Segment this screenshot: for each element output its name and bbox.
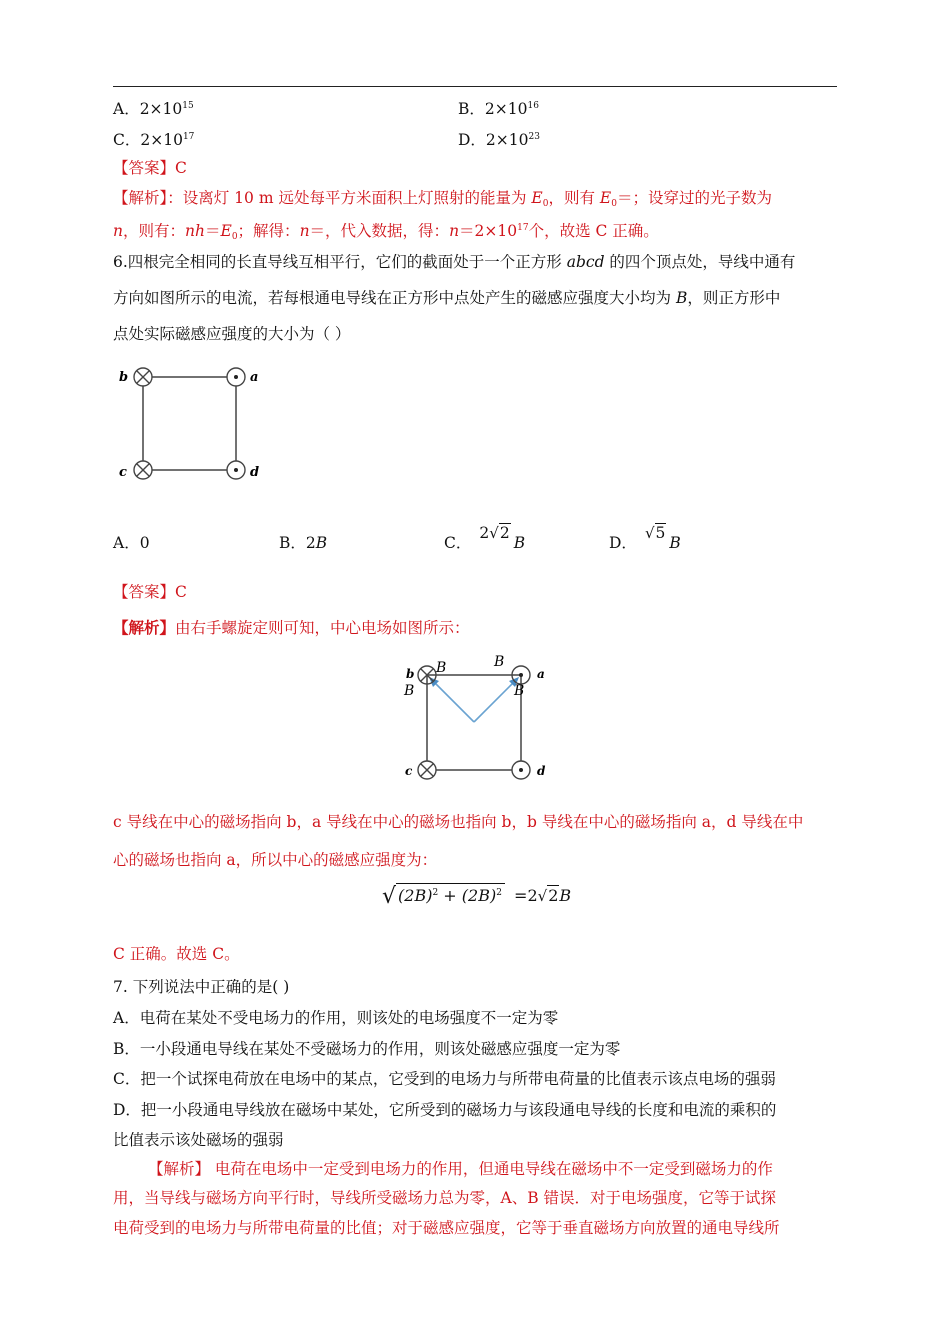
label-B-right: B bbox=[514, 683, 525, 699]
label-a2: a bbox=[537, 667, 545, 681]
q6-stem-line3: 点处实际磁感应强度的大小为（ ） bbox=[113, 325, 351, 343]
label-d: d bbox=[250, 465, 260, 480]
label-c: c bbox=[119, 465, 127, 480]
q7-analysis-line3: 电荷受到的电场力与所带电荷量的比值；对于磁感应强度，它等于垂直磁场方向放置的通电导线所 bbox=[113, 1219, 780, 1237]
q6-square-figure bbox=[112, 360, 272, 490]
q7-option-d-line2: 比值表示该处磁场的强弱 bbox=[113, 1131, 284, 1149]
q6-option-b: B．2B bbox=[279, 534, 328, 552]
q5-analysis-line2: n，则有：$nh=E_0$；解得：n＝，代入数据，得：$n=2\times 10^{17}$个，故选 C 正确。 bbox=[113, 222, 659, 242]
q6-field-figure bbox=[396, 650, 556, 780]
q7-analysis-line2: 用，当导线与磁场方向平行时，导线所受磁场力总为零，A、B 错误．对于电场强度，它等于试探 bbox=[113, 1189, 777, 1207]
q6-analysis: 【解析】由右手螺旋定则可知，中心电场如图所示： bbox=[113, 618, 470, 637]
q7-option-a: A．电荷在某处不受电场力的作用，则该处的电场强度不一定为零 bbox=[113, 1009, 559, 1027]
q6-option-d: D．√5B bbox=[609, 524, 681, 552]
q7-option-b: B．一小段通电导线在某处不受磁场力的作用，则该处磁感应强度一定为零 bbox=[113, 1040, 621, 1058]
q5-option-d: D．$2\times 10^{23}$ bbox=[458, 131, 540, 149]
q5-answer: 【答案】C bbox=[113, 159, 187, 177]
q6-stem-line1: 6.四根完全相同的长直导线互相平行，它们的截面处于一个正方形 abcd 的四个顶点处，导线中通有 bbox=[113, 253, 796, 271]
label-c2: c bbox=[405, 764, 413, 778]
q6-conclusion: C 正确。故选 C。 bbox=[113, 945, 240, 963]
q6-stem-line2: 方向如图所示的电流，若每根通电导线在正方形中点处产生的磁感应强度大小均为 B，则正方形中 bbox=[113, 289, 781, 307]
q5-analysis-line1: 【解析】：设离灯 10 m 远处每平方米面积上灯照射的能量为 $E_0$，则有 $E_0=$；设穿过的光子数为 bbox=[113, 189, 772, 209]
q5-option-c: C．$2\times 10^{17}$ bbox=[113, 131, 195, 149]
label-B-top-left: B bbox=[436, 660, 447, 676]
q6-explanation-line2: 心的磁场也指向 a，所以中心的磁感应强度为： bbox=[113, 851, 438, 869]
header-rule bbox=[113, 86, 837, 87]
square-outline bbox=[143, 377, 236, 470]
label-a: a bbox=[250, 370, 259, 385]
q6-formula: √ $(2B)^2 + (2B)^2 =2√2B$ bbox=[382, 884, 572, 909]
q7-stem: 7. 下列说法中正确的是( ) bbox=[113, 978, 290, 996]
q6-option-a: A．0 bbox=[113, 534, 150, 552]
wire-d2-out-of-page bbox=[512, 761, 530, 779]
q7-analysis-line1: 【解析】 电荷在电场中一定受到电场力的作用，但通电导线在磁场中不一定受到磁场力的作 bbox=[148, 1160, 773, 1178]
wire-c2-into-page bbox=[418, 761, 436, 779]
q6-answer: 【答案】C bbox=[113, 583, 187, 601]
wire-d-out-of-page bbox=[227, 461, 245, 479]
wire-b-into-page bbox=[134, 368, 152, 386]
q6-explanation-line1: c 导线在中心的磁场指向 b，a 导线在中心的磁场也指向 b，b 导线在中心的磁场指向 a，d 导线在中 bbox=[113, 813, 804, 831]
q6-option-c: C．2√2B bbox=[444, 524, 526, 552]
label-B-left: B bbox=[404, 683, 415, 699]
field-arrow-to-b bbox=[433, 681, 474, 722]
q5-option-a: A．$2\times 10^{15}$ bbox=[113, 100, 194, 118]
wire-c-into-page bbox=[134, 461, 152, 479]
label-B-top-right: B bbox=[494, 654, 505, 670]
label-b: b bbox=[119, 370, 129, 385]
q7-option-c: C．把一个试探电荷放在电场中的某点，它受到的电场力与所带电荷量的比值表示该点电场的强弱 bbox=[113, 1070, 776, 1088]
wire-a-out-of-page bbox=[227, 368, 245, 386]
q5-option-b: B．$2\times 10^{16}$ bbox=[458, 100, 539, 118]
label-b2: b bbox=[406, 667, 415, 681]
field-arrow-to-a bbox=[474, 681, 515, 722]
q7-option-d-line1: D．把一小段通电导线放在磁场中某处，它所受到的磁场力与该段通电导线的长度和电流的乘积的 bbox=[113, 1101, 777, 1119]
label-d2: d bbox=[537, 764, 546, 778]
